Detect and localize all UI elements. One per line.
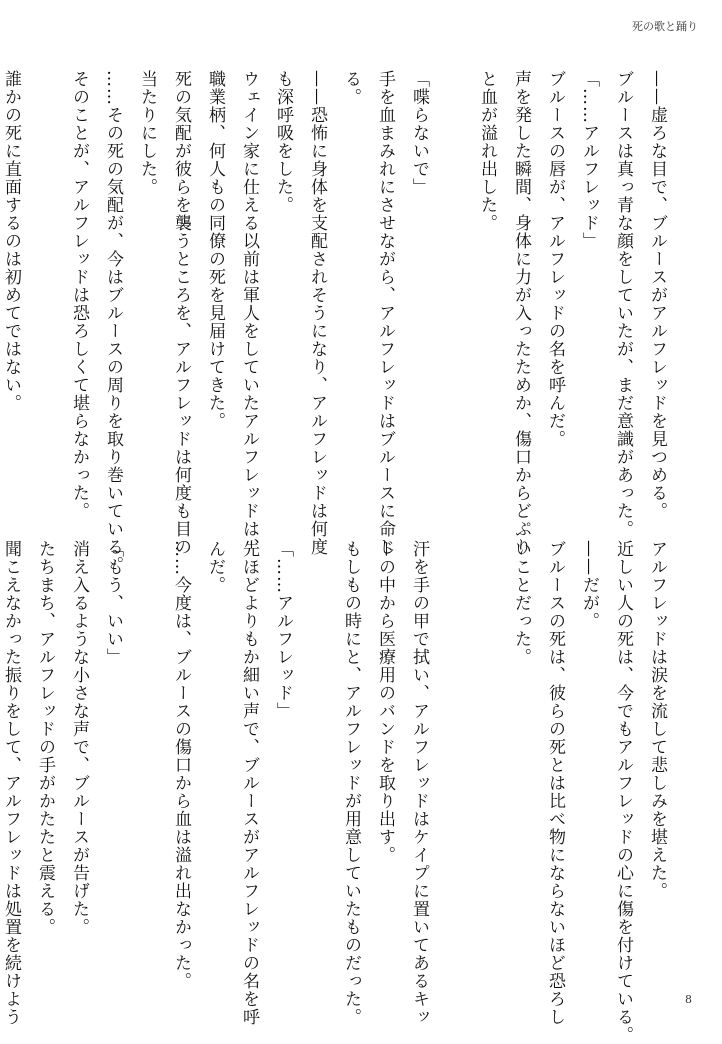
text-line: 誰かの死に直面するのは初めてではない。 (1, 70, 21, 412)
text-line: そのことが、アルフレッドは恐ろしくて堪らなかった。 (69, 70, 89, 520)
text-line: ブルースの死は、彼らの死とは比べ物にならないほど恐ろし (545, 540, 565, 1026)
text-line: と血が溢れ出した。 (477, 70, 497, 232)
text-line: いことだった。 (511, 540, 531, 666)
text-line: ……その死の気配が、今はブルースの周りを取り巻いている。 (103, 70, 123, 574)
text-line: 当たりにした。 (137, 70, 157, 196)
text-line: 先ほどよりもか細い声で、ブルースがアルフレッドの名を呼 (239, 540, 259, 1026)
text-line: ——だが。 (579, 540, 599, 630)
text-line: んだ。 (205, 540, 225, 594)
running-head: 死の歌と踊り (632, 20, 698, 33)
text-line: 消え入るような小さな声で、ブルースが告げた。 (69, 540, 89, 936)
text-line: 「……アルフレッド」 (579, 70, 599, 250)
text-line: もしもの時にと、アルフレッドが用意していたものだった。 (341, 540, 361, 1026)
text-line (436, 540, 470, 980)
page-number: 8 (685, 993, 692, 1006)
text-line: 「……アルフレッド」 (273, 540, 293, 720)
text-line: ……今度は、ブルースの傷口から血は溢れ出なかった。 (171, 540, 191, 990)
text-line: 汗を手の甲で拭い、アルフレッドはケイプに置いてあるキッ (409, 540, 429, 1026)
text-line: ——虚ろな目で、ブルースがアルフレッドを見つめる。 (647, 70, 667, 520)
text-line (28, 70, 62, 510)
text-line: たちまち、アルフレッドの手がかたたと震える。 (35, 540, 55, 936)
text-line: 聞こえなかった振りをして、アルフレッドは処置を続けよう (1, 540, 21, 1026)
text-line: トの中から医療用のバンドを取り出す。 (375, 540, 395, 864)
text-line: ——恐怖に身体を支配されそうになり、アルフレッドは何度 (307, 70, 327, 556)
text-line: も深呼吸をした。 (273, 70, 293, 214)
text-line: ブルースは真っ青な顔をしていたが、まだ意識があった。 (613, 70, 633, 538)
text-line (470, 540, 504, 980)
text-line (130, 540, 164, 980)
text-line: ウェイン家に仕える以前は軍人をしていたアルフレッドは、 (239, 70, 259, 556)
lower-text-block (0, 540, 674, 1044)
text-line (436, 70, 470, 510)
text-line: 死の気配が彼らを襲うところを、アルフレッドは何度も目の (171, 70, 191, 556)
text-line: 手を血まみれにさせながら、アルフレッドはブルースに命じ (375, 70, 395, 556)
text-line: 「もう、いい」 (103, 540, 123, 666)
text-line: 近しい人の死は、今でもアルフレッドの心に傷を付けている。 (613, 540, 633, 1044)
text-line: アルフレッドは涙を流して悲しみを堪えた。 (647, 540, 667, 900)
text-line: る。 (341, 70, 361, 106)
text-line (300, 540, 334, 980)
upper-text-block (0, 70, 674, 574)
text-line: ブルースの唇が、アルフレッドの名を呼んだ。 (545, 70, 565, 448)
text-line: 「喋らないで」 (409, 70, 429, 196)
text-line: 声を発した瞬間、身体に力が入ったためか、傷口からどぷり (511, 70, 531, 556)
text-line: 職業柄、何人もの同僚の死を見届けてきた。 (205, 70, 225, 430)
